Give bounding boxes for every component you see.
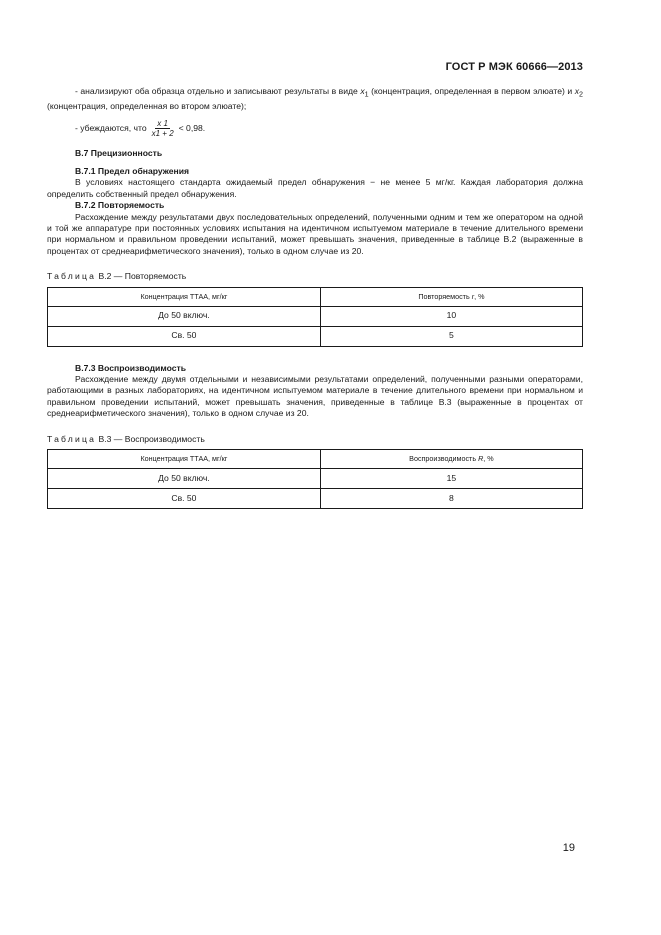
- intro-paragraph-analyze: [47, 86, 583, 113]
- section-b73-text: Расхождение между двумя отдельными и независимыми результатами определений, полученными разными операторами, работающими в разных лабораториях, на идентичном испытуемом материале в течение длительного времени при нормальном и правильном проведении испытаний, может превышать значения, приведенные в таблице В.3 (выраженные в процентах от среднеарифметического значения), только в одном случае из 20.: [47, 374, 583, 419]
- table-row: [48, 306, 583, 326]
- table-b3-caption-title: В.3 — Воспроизводимость: [96, 433, 205, 444]
- table-cell: До 50 включ.: [48, 469, 321, 489]
- table-header-cell: Повторяемость r, %: [320, 287, 582, 306]
- table-cell: Св. 50: [48, 326, 321, 346]
- table-cell: Св. 50: [48, 489, 321, 509]
- sub-1: 1: [364, 90, 369, 99]
- intro-text-2: (концентрация, определенная в первом элюате) и: [368, 86, 575, 96]
- document-header: ГОСТ Р МЭК 60666—2013: [445, 61, 583, 73]
- page-number: 19: [562, 842, 575, 854]
- intro-text-3: (концентрация, определенная во втором элюате);: [47, 101, 247, 112]
- table-cell: 10: [320, 306, 582, 326]
- table-b3-caption: [47, 434, 583, 445]
- section-b71-title: В.7.1 Предел обнаружения: [75, 165, 190, 176]
- var-x2: x: [574, 86, 579, 96]
- table-b2-caption-title: В.2 — Повторяемость: [96, 271, 187, 282]
- table-cell: До 50 включ.: [48, 306, 321, 326]
- intro-text-1: - анализируют оба образца отдельно и записывают результаты в виде: [75, 86, 361, 96]
- section-b7-title: В.7 Прецизионность: [75, 147, 163, 158]
- table-cell: 8: [320, 489, 582, 509]
- section-b73-title: В.7.3 Воспроизводимость: [75, 362, 186, 373]
- section-b72-title: В.7.2 Повторяемость: [75, 200, 165, 211]
- fraction-denominator: x1 + 2: [151, 129, 174, 139]
- table-cell: 15: [320, 469, 582, 489]
- table-header-row: [48, 287, 583, 306]
- table-b3-caption-label: Таблица: [47, 433, 97, 444]
- section-b72-text: Расхождение между результатами двух последовательных определений, полученными одним и тем же оператором на одной и той же аппаратуре при постоянных условиях испытания на идентичном испытуемом материале в течение длительного времени при нормальном и правильном проведении испытаний, может превышать значения, приведенные в таблице В.2 (выраженные в процентах от среднеарифметического значения), только в одном случае из 20.: [47, 211, 583, 256]
- table-cell: 5: [320, 326, 582, 346]
- table-row: [48, 469, 583, 489]
- formula-line: [47, 117, 583, 141]
- fraction-numerator: x 1: [157, 119, 168, 129]
- table-header-row: [48, 450, 583, 469]
- table-b2-caption: [47, 271, 583, 282]
- table-header-cell: Концентрация ТТАА, мг/кг: [48, 287, 321, 306]
- fraction: [150, 119, 176, 138]
- sub-2: 2: [579, 90, 583, 99]
- table-b3: [47, 449, 583, 509]
- section-b71-text: В условиях настоящего стандарта ожидаемый предел обнаружения − не менее 5 мг/кг. Каждая лаборатория должна определить собственный предел обнаружения.: [47, 177, 583, 199]
- formula-prefix: - убеждаются, что: [75, 122, 147, 133]
- table-header-cell: Воспроизводимость R, %: [320, 450, 582, 469]
- table-row: [48, 489, 583, 509]
- table-row: [48, 326, 583, 346]
- table-header-cell: Концентрация ТТАА, мг/кг: [48, 450, 321, 469]
- formula-suffix: < 0,98.: [178, 122, 206, 133]
- var-x1: x: [360, 86, 365, 96]
- table-b2: [47, 287, 583, 347]
- table-b2-caption-label: Таблица: [47, 271, 97, 282]
- page-content: [47, 86, 583, 509]
